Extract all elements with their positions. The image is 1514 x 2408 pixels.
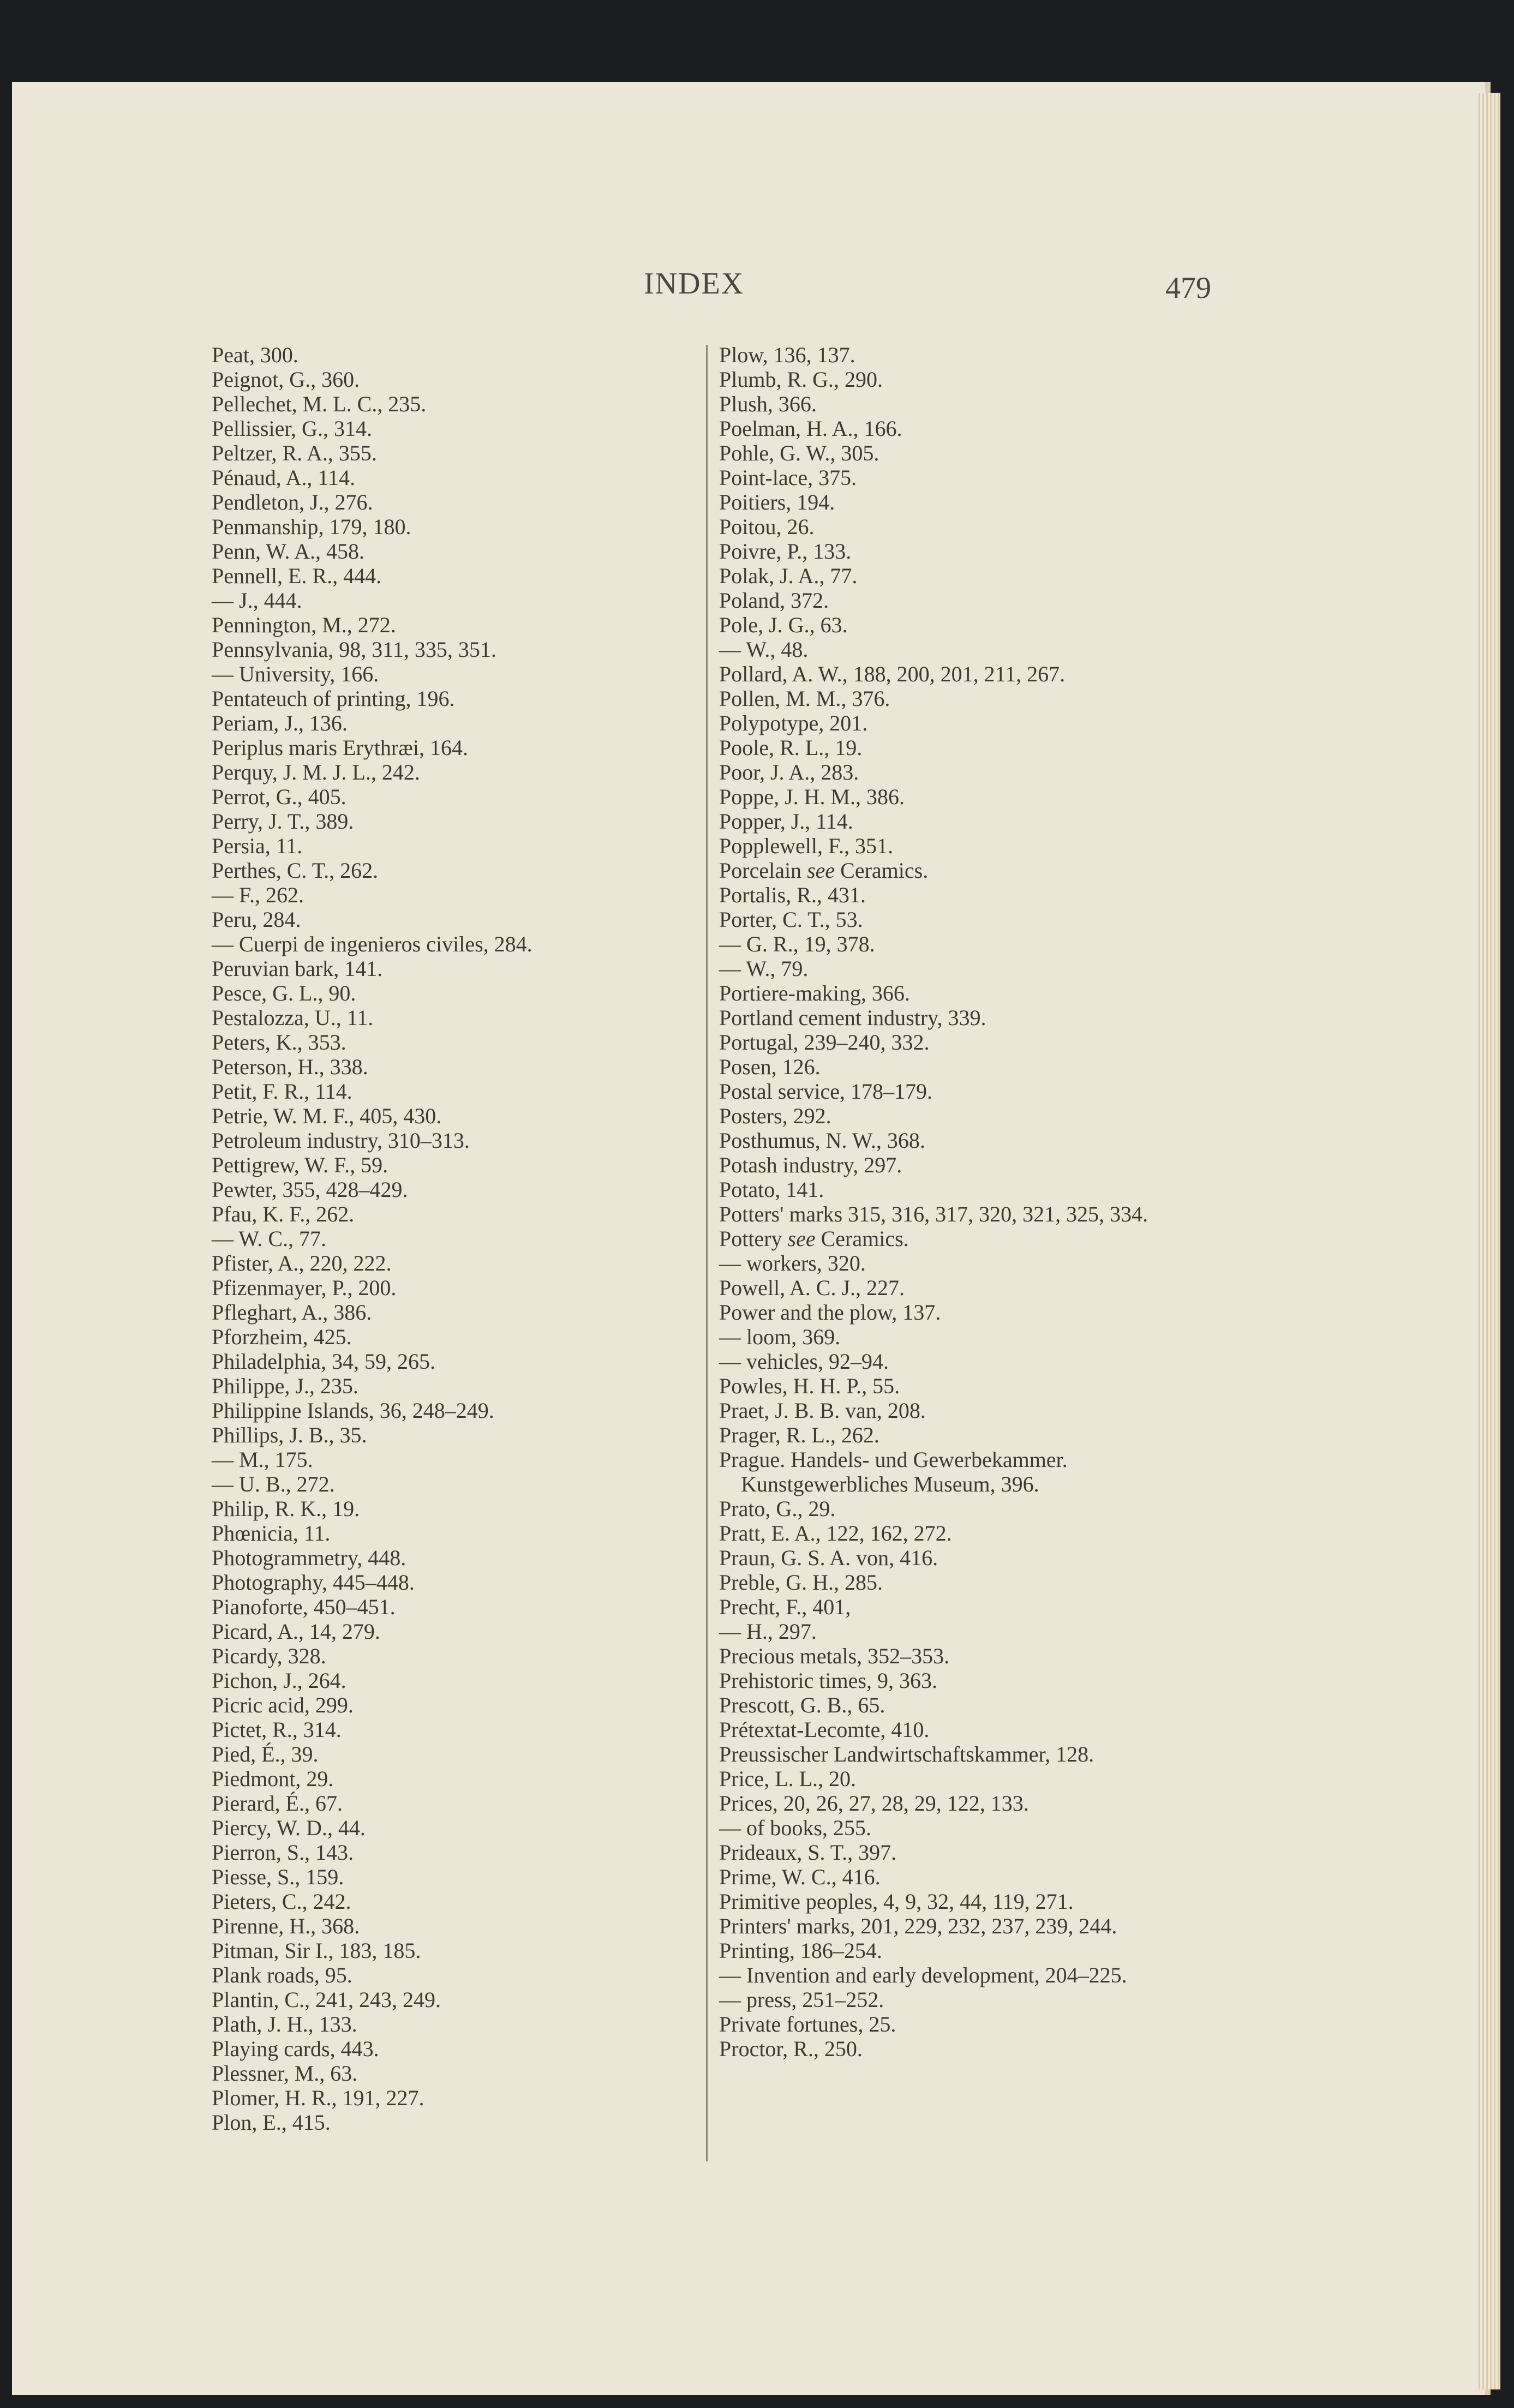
index-entry: Philadelphia, 34, 59, 265. [212,1349,435,1374]
index-entry: Peat, 300. [212,343,298,367]
index-entry: Pitman, Sir I., 183, 185. [212,1938,421,1963]
index-entry: Philippine Islands, 36, 248–249. [212,1398,494,1423]
index-entry: Pennsylvania, 98, 311, 335, 351. [212,637,496,662]
index-entry: Pfizenmayer, P., 200. [212,1275,397,1300]
index-entry: Peltzer, R. A., 355. [212,441,377,465]
index-entry: Pieters, C., 242. [212,1889,351,1914]
index-entry: Pennington, M., 272. [212,613,396,637]
index-entry: Potato, 141. [719,1177,824,1202]
index-entry: Pesce, G. L., 90. [212,981,356,1005]
index-entry: Periplus maris Erythræi, 164. [212,735,468,760]
index-entry: — Invention and early development, 204–225. [719,1963,1127,1987]
index-entry: Posen, 126. [719,1055,821,1079]
index-entry: Porter, C. T., 53. [719,907,863,932]
index-entry: — of books, 255. [719,1816,871,1840]
index-entry: — M., 175. [212,1447,313,1472]
index-entry: Pellechet, M. L. C., 235. [212,392,427,416]
index-entry: Picric acid, 299. [212,1693,354,1717]
index-entry: Perrot, G., 405. [212,784,346,809]
index-entry: Peignot, G., 360. [212,367,360,392]
index-entry: — vehicles, 92–94. [719,1349,889,1374]
index-entry: Peters, K., 353. [212,1030,346,1055]
index-entry: Phœnicia, 11. [212,1521,331,1546]
index-entry [719,1226,1210,1251]
index-entry: Pentateuch of printing, 196. [212,686,455,711]
index-entry: Portland cement industry, 339. [719,1005,986,1030]
index-entry: Persia, 11. [212,834,303,858]
index-column-right [719,343,1210,2061]
index-entry: Picard, A., 14, 279. [212,1619,380,1644]
index-entry: Petrie, W. M. F., 405, 430. [212,1104,442,1128]
index-entry: Prato, G., 29. [719,1496,836,1521]
index-entry: Private fortunes, 25. [719,2012,896,2036]
index-entry: Prager, R. L., 262. [719,1423,879,1447]
index-entry: Penn, W. A., 458. [212,539,365,564]
index-entry: Prague. Handels- und Gewerbekammer. Kunstgewerbliches Museum, 396. [719,1447,1068,1496]
index-entry: Piesse, S., 159. [212,1865,344,1889]
index-entry: Playing cards, 443. [212,2036,379,2061]
index-entry: — University, 166. [212,662,379,686]
index-entry: Plath, J. H., 133. [212,2012,357,2036]
index-entry: Philip, R. K., 19. [212,1496,360,1521]
index-entry: Praun, G. S. A. von, 416. [719,1546,938,1570]
index-entry: — F., 262. [212,883,304,907]
index-entry: Pohle, G. W., 305. [719,441,879,465]
index-entry: Perquy, J. M. J. L., 242. [212,760,420,784]
index-entry: Portugal, 239–240, 332. [719,1030,930,1055]
running-title: INDEX [644,267,745,301]
index-entry: Powell, A. C. J., 227. [719,1275,905,1300]
index-entry: Pichon, J., 264. [212,1668,346,1693]
index-entry: Poivre, P., 133. [719,539,852,564]
index-entry: Poor, J. A., 283. [719,760,859,784]
index-entry: Peterson, H., 338. [212,1055,368,1079]
index-entry: Postal service, 178–179. [719,1079,933,1104]
index-entry: Posters, 292. [719,1104,831,1128]
index-entry: Pellissier, G., 314. [212,416,372,441]
index-entry: Prehistoric times, 9, 363. [719,1668,937,1693]
index-entry: Pendleton, J., 276. [212,490,373,514]
index-entry: — U. B., 272. [212,1472,335,1496]
index-entry: Peru, 284. [212,907,301,932]
index-entry: Point-lace, 375. [719,465,857,490]
index-entry: Poole, R. L., 19. [719,735,863,760]
index-entry: Pole, J. G., 63. [719,613,848,637]
index-entry: Pestalozza, U., 11. [212,1005,374,1030]
index-entry: — workers, 320. [719,1251,866,1275]
index-entry: Philippe, J., 235. [212,1374,358,1398]
entry-heading: Porcelain [719,858,802,883]
index-entry: Preussischer Landwirtschaftskammer, 128. [719,1742,1094,1766]
index-entry: Prideaux, S. T., 397. [719,1840,897,1865]
index-entry: Petit, F. R., 114. [212,1079,352,1104]
index-entry: Poppe, J. H. M., 386. [719,784,905,809]
index-entry: Photogrammetry, 448. [212,1546,406,1570]
index-entry: — Cuerpi de ingenieros civiles, 284. [212,932,532,956]
index-entry: Pollard, A. W., 188, 200, 201, 211, 267. [719,662,1066,686]
index-entry: Penmanship, 179, 180. [212,514,411,539]
index-entry: Pierard, É., 67. [212,1791,343,1816]
index-entry: Perry, J. T., 389. [212,809,354,834]
index-entry: Pettigrew, W. F., 59. [212,1153,388,1177]
index-entry: Pewter, 355, 428–429. [212,1177,408,1202]
index-entry: Prime, W. C., 416. [719,1865,881,1889]
index-entry: Perthes, C. T., 262. [212,858,379,883]
index-entry: Poitiers, 194. [719,490,835,514]
index-entry: Precious metals, 352–353. [719,1644,950,1668]
index-entry: — J., 444. [212,588,302,613]
index-entry: Plank roads, 95. [212,1963,352,1987]
index-entry: — loom, 369. [719,1325,841,1349]
index-entry: Poland, 372. [719,588,829,613]
index-entry: — W. C., 77. [212,1226,327,1251]
index-entry: Pied, É., 39. [212,1742,319,1766]
index-entry: Poitou, 26. [719,514,815,539]
index-entry: Phillips, J. B., 35. [212,1423,367,1447]
index-entry: Polypotype, 201. [719,711,868,735]
index-entry: Photography, 445–448. [212,1570,415,1595]
index-entry: — W., 48. [719,637,809,662]
index-entry: Proctor, R., 250. [719,2036,863,2061]
index-entry: Plumb, R. G., 290. [719,367,883,392]
index-entry: Popplewell, F., 351. [719,834,894,858]
index-entry: Printing, 186–254. [719,1938,882,1963]
index-entry: Pennell, E. R., 444. [212,564,382,588]
index-entry: Pfleghart, A., 386. [212,1300,372,1325]
index-entry: Prescott, G. B., 65. [719,1693,885,1717]
see-reference: see [787,1226,816,1251]
index-entry: Petroleum industry, 310–313. [212,1128,470,1153]
index-entry: Pictet, R., 314. [212,1717,342,1742]
index-entry: Pierron, S., 143. [212,1840,354,1865]
index-entry: Pfister, A., 220, 222. [212,1251,392,1275]
index-entry: — press, 251–252. [719,1987,884,2012]
index-entry: Preble, G. H., 285. [719,1570,883,1595]
index-entry: Plon, E., 415. [212,2110,331,2135]
index-entry: Pénaud, A., 114. [212,465,355,490]
index-entry: Precht, F., 401, [719,1595,851,1619]
index-entry: Piercy, W. D., 44. [212,1816,366,1840]
index-entry: Plantin, C., 241, 243, 249. [212,1987,441,2012]
index-entry: Plessner, M., 63. [212,2061,358,2086]
index-entry: Picardy, 328. [212,1644,326,1668]
index-entry: Potash industry, 297. [719,1153,902,1177]
index-entry: Peruvian bark, 141. [212,956,383,981]
index-entry: Polak, J. A., 77. [719,564,858,588]
see-reference: see [807,858,835,883]
index-entry: Plow, 136, 137. [719,343,855,367]
index-entry [719,858,1210,883]
index-entry: Pratt, E. A., 122, 162, 272. [719,1521,952,1546]
index-entry: Piedmont, 29. [212,1766,334,1791]
index-entry: Powles, H. H. P., 55. [719,1374,900,1398]
index-entry: Pianoforte, 450–451. [212,1595,396,1619]
index-entry: — H., 297. [719,1619,817,1644]
index-entry: Plomer, H. R., 191, 227. [212,2086,424,2110]
index-entry: Praet, J. B. B. van, 208. [719,1398,926,1423]
index-entry: Posthumus, N. W., 368. [719,1128,925,1153]
index-entry: Printers' marks, 201, 229, 232, 237, 239, 244. [719,1914,1117,1938]
index-entry: Pollen, M. M., 376. [719,686,890,711]
column-divider [706,345,708,2161]
see-target: Ceramics. [821,1226,909,1251]
page-edge [1479,93,1500,2389]
index-entry: Power and the plow, 137. [719,1300,941,1325]
page-number: 479 [1165,271,1211,305]
page-header [644,266,1211,310]
index-column-left [212,343,703,2135]
index-entry: Plush, 366. [719,392,817,416]
index-entry: Prices, 20, 26, 27, 28, 29, 122, 133. [719,1791,1029,1816]
index-entry: Popper, J., 114. [719,809,853,834]
index-entry: Pfau, K. F., 262. [212,1202,355,1226]
see-target: Ceramics. [840,858,929,883]
index-entry: Poelman, H. A., 166. [719,416,902,441]
index-entry: Portalis, R., 431. [719,883,866,907]
index-entry: Prétextat-Lecomte, 410. [719,1717,930,1742]
index-entry: Potters' marks 315, 316, 317, 320, 321, 325, 334. [719,1202,1148,1226]
index-entry: Portiere-making, 366. [719,981,910,1005]
index-entry: Pirenne, H., 368. [212,1914,360,1938]
index-entry: — G. R., 19, 378. [719,932,875,956]
index-entry: Periam, J., 136. [212,711,348,735]
index-entry: Primitive peoples, 4, 9, 32, 44, 119, 271. [719,1889,1074,1914]
index-entry: Pforzheim, 425. [212,1325,352,1349]
index-entry: — W., 79. [719,956,809,981]
index-entry: Price, L. L., 20. [719,1766,857,1791]
entry-heading: Pottery [719,1226,782,1251]
